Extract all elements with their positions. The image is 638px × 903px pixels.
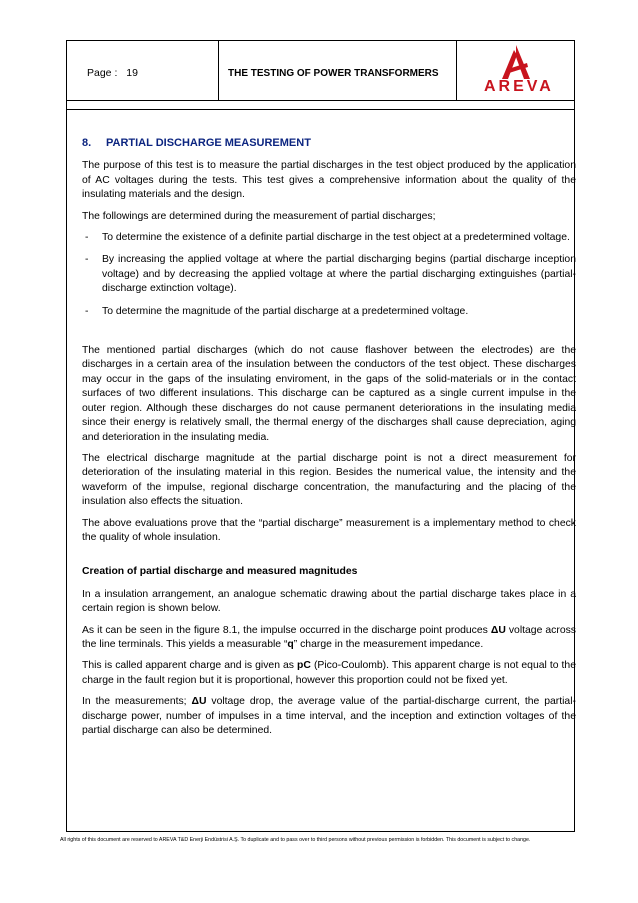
subsection-title: Creation of partial discharge and measured magnitudes — [82, 566, 358, 578]
doc-title: THE TESTING OF POWER TRANSFORMERS — [228, 68, 439, 79]
doc-title-cell — [219, 41, 457, 100]
text-run: voltage across the line terminals. This yields a measurable “ — [82, 624, 576, 650]
list-item: - By increasing the applied voltage at where the partial discharging begins (partial discharge inception voltage) and by decreasing the applied voltage at where the partial discharging extinguishes (partial-discharge extinction voltage). — [82, 253, 576, 296]
header-gap-row — [67, 101, 574, 110]
pico-coulomb-unit: pC — [297, 660, 311, 672]
text-run: As it can be seen in the figure 8.1, the impulse occurred in the discharge point produces — [82, 624, 491, 636]
charge-q-symbol: q — [287, 638, 294, 650]
text-run: ” charge in the measurement impedance. — [293, 638, 484, 650]
text-run: (Pico-Coulomb). This apparent charge is not equal to the charge in the fault region but it is proportional, however this proportion could not be fixed yet. — [82, 660, 576, 686]
section-number: 8. — [82, 137, 92, 149]
page-number-value: 19 — [126, 67, 138, 79]
text-run: This is called apparent charge and is given as — [82, 660, 298, 672]
section-title — [82, 136, 576, 150]
discharge-description-paragraph: The mentioned partial discharges (which do not cause flashover between the electrodes) are the discharges in a certain area of the insulation between the conductors of the test object. These discharges may occur in the gaps of the insulating enviroment, in the gaps of the solid-materials or in the contact surfaces of two different insulations. This discharge can be captured as a single current impulse in the outer region. Although these discharges do not cause permanent deteriorations in the insulating media since their energy is relatively small, the thermal energy of the discharges shall cause depreciation, aging and deterioration in the insulating media. — [82, 345, 576, 443]
measurements-paragraph — [82, 695, 576, 738]
areva-logo-text: AREVA — [484, 78, 554, 95]
spacer — [82, 327, 576, 344]
section-title-text: PARTIAL DISCHARGE MEASUREMENT — [106, 137, 311, 149]
spacer — [82, 552, 576, 565]
document-body — [82, 136, 576, 745]
text-run: In the measurements; — [82, 696, 192, 708]
delta-u-symbol: ΔU — [490, 624, 506, 636]
page-number-cell — [67, 41, 219, 100]
arrangement-paragraph: In a insulation arrangement, an analogue schematic drawing about the partial discharge takes place in a certain region is shown below. — [82, 588, 576, 615]
list-item: - To determine the existence of a definite partial discharge in the test object at a predetermined voltage. — [82, 231, 576, 245]
page-number — [87, 67, 144, 79]
list-item: - To determine the magnitude of the partial discharge at a predetermined voltage. — [82, 305, 576, 319]
list-intro: The followings are determined during the measurement of partial discharges; — [82, 210, 436, 222]
apparent-charge-paragraph — [82, 659, 576, 688]
page-label: Page : — [87, 67, 118, 79]
determination-list — [82, 231, 576, 319]
evaluation-paragraph: The above evaluations prove that the “partial discharge” measurement is a implementary method to check the quality of whole insulation. — [82, 517, 576, 543]
text-run: voltage drop, the average value of the partial-discharge current, the partial-discharge power, number of impulses in a time interval, and the inception and extinction voltages of the partial discharge can also be determined. — [82, 696, 576, 736]
areva-logo-mark-icon — [497, 43, 535, 83]
copyright-footer: All rights of this document are reserved to AREVA T&D Enerji Endüstrisi A.Ş. To duplicate and to pass over to third persons without previous permission is forbidden. This document is subject to change. — [60, 837, 531, 843]
areva-logo — [457, 41, 574, 100]
figure-reference-paragraph — [82, 624, 576, 653]
page-header — [67, 41, 574, 101]
delta-u-symbol: ΔU — [191, 696, 207, 708]
intro-paragraph: The purpose of this test is to measure the partial discharges in the test object produced by the application of AC voltages during the tests. This test gives a comprehensive information about the quality of the insulating materials and the design. — [82, 160, 576, 201]
discharge-magnitude-paragraph: The electrical discharge magnitude at the partial discharge point is not a direct measurement for deterioration of the insulating material in this region. Besides the numerical value, the intensity and the waveform of the impulse, regional discharge concentration, the manufacturing and the placing of the insulation also effects the situation. — [82, 452, 576, 508]
